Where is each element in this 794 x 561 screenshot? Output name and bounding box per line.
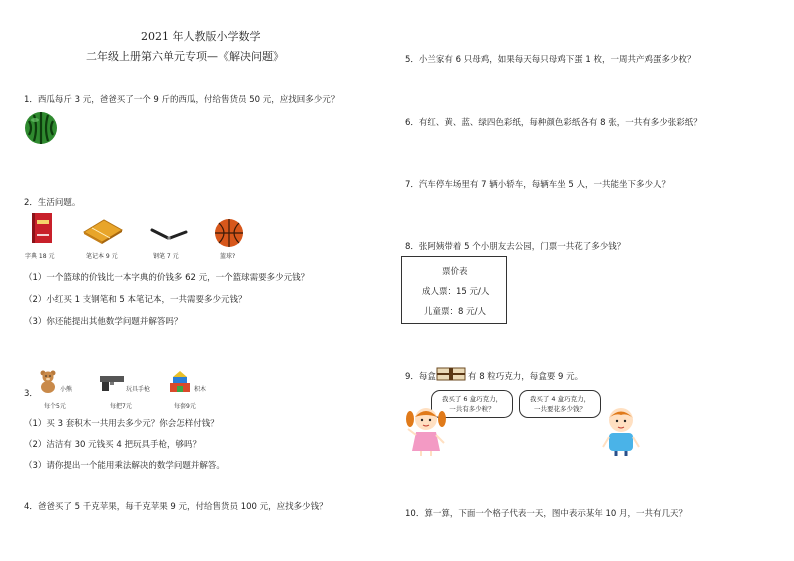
question-8: 8．张阿姨带着 5 个小朋友去公园，门票一共花了多少钱？ [405, 242, 626, 252]
question-2-part-1: （1）一个篮球的价钱比一本字典的价钱多 62 元，一个篮球需要多少元钱？ [24, 273, 310, 283]
question-3-part-1: （1）买 3 套积木一共用去多少元？你会怎样付钱？ [24, 419, 219, 429]
question-5: 5．小兰家有 6 只母鸡，如果每天每只母鸡下蛋 1 枚，一周共产鸡蛋多少枚？ [405, 55, 696, 65]
ticket-price-table [401, 256, 507, 324]
question-9-start: 9．每盒 [405, 372, 436, 382]
question-2-part-2: （2）小红买 1 支钢笔和 5 本笔记本，一共需要多少元钱？ [24, 295, 247, 305]
boy-bubble-line-2: 一共要花多少钱？ [534, 405, 586, 413]
girl-bubble-line-2: 一共有多少粒？ [449, 405, 495, 413]
ticket-child-price: 儿童票：8 元/人 [424, 307, 486, 317]
pen-icon [150, 226, 188, 244]
teddy-bear-price: 每个5元 [44, 403, 66, 410]
question-9-end: 有 8 粒巧克力，每盒要 9 元。 [468, 372, 584, 382]
pen-price: 钢笔 7 元 [153, 253, 179, 260]
basketball-icon [214, 218, 244, 248]
ticket-table-title: 票价表 [442, 267, 468, 277]
chocolate-box-icon [436, 366, 466, 382]
toy-blocks-icon [168, 371, 192, 393]
question-2-part-3: （3）你还能提出其他数学问题并解答吗？ [24, 317, 183, 327]
toy-gun-price: 每把7元 [110, 403, 132, 410]
teddy-bear-name: 小熊 [60, 386, 73, 393]
boy-icon [600, 405, 642, 457]
girl-icon [404, 405, 448, 457]
notebook-icon [82, 218, 124, 244]
toy-gun-name: 玩具手枪 [126, 386, 151, 393]
boy-speech-bubble [519, 390, 601, 418]
question-3-number: 3． [24, 389, 38, 399]
page-subtitle: 二年级上册第六单元专项—《解决问题》 [86, 50, 284, 63]
question-6: 6．有红、黄、蓝、绿四色彩纸，每种颜色彩纸各有 8 张，一共有多少张彩纸？ [405, 118, 702, 128]
question-10: 10．算一算，下面一个格子代表一天，图中表示某年 10 月，一共有几天？ [405, 509, 688, 519]
basketball-price: 篮球? [220, 253, 236, 260]
question-4: 4．爸爸买了 5 千克苹果，每千克苹果 9 元，付给售货员 100 元，应找多少钱？ [24, 502, 328, 512]
question-3-part-3: （3）请你提出一个能用乘法解决的数学问题并解答。 [24, 461, 225, 471]
question-1: 1．西瓜每斤 3 元，爸爸买了一个 9 斤的西瓜，付给售货员 50 元，应找回多少元？ [24, 95, 340, 105]
question-3-part-2: （2）洁洁有 30 元钱买 4 把玩具手枪，够吗？ [24, 440, 201, 450]
toy-blocks-name: 积木 [194, 386, 207, 393]
girl-bubble-line-1: 我买了 6 盒巧克力， [441, 395, 503, 403]
ticket-adult-price: 成人票：15 元/人 [422, 287, 490, 297]
toy-gun-icon [98, 374, 126, 392]
watermelon-icon [24, 111, 58, 145]
question-2: 2．生活问题。 [24, 198, 81, 208]
teddy-bear-icon [38, 370, 58, 394]
boy-bubble-line-1: 我买了 4 盒巧克力， [529, 395, 591, 403]
notebook-price: 笔记本 9 元 [86, 253, 118, 260]
dictionary-icon [30, 212, 54, 244]
page-title: 2021 年人教版小学数学 [141, 30, 261, 43]
question-7: 7．汽车停车场里有 7 辆小轿车，每辆车坐 5 人，一共能坐下多少人？ [405, 180, 671, 190]
toy-blocks-price: 每套9元 [174, 403, 196, 410]
dictionary-price: 字典 18 元 [25, 253, 55, 260]
